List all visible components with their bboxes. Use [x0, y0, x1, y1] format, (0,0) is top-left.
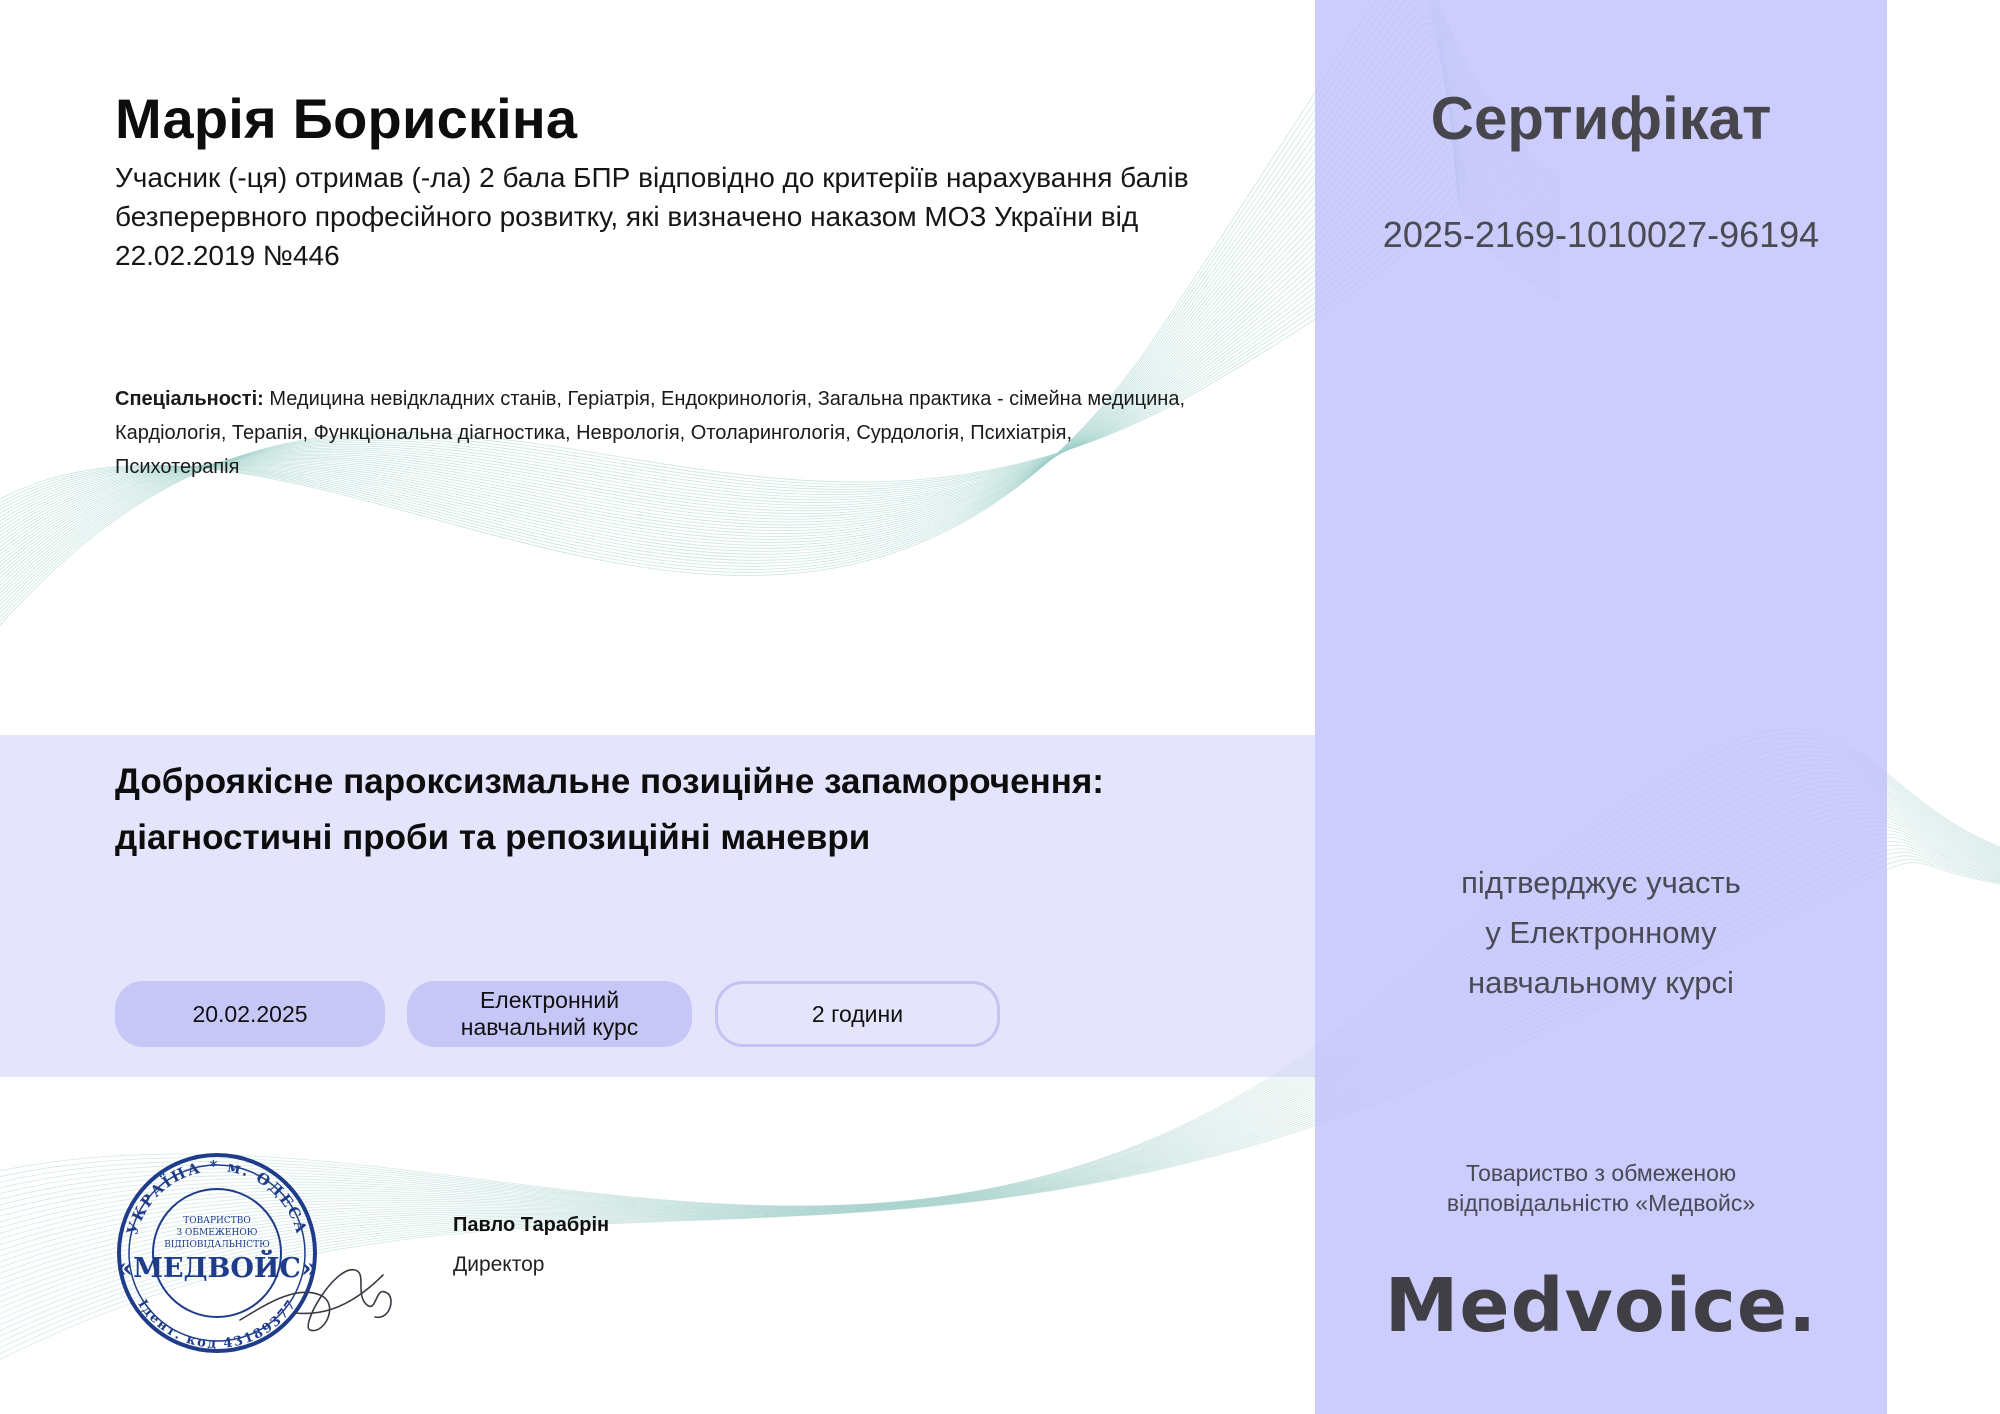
seal-inner-line1: ТОВАРИСТВО	[183, 1216, 251, 1226]
seal-outer-text: УКРАЇНА * м. ОДЕСА	[123, 1156, 311, 1238]
seal-inner-line3: ВІДПОВІДАЛЬНІСТЮ	[164, 1240, 270, 1250]
confirmation-line2: у Електронному	[1485, 915, 1717, 950]
certificate-title: Сертифікат	[1430, 85, 1772, 152]
seal-company-name: «МЕДВОЙС»	[116, 1253, 318, 1284]
confirmation-line1: підтверджує участь	[1461, 865, 1741, 900]
company-legal-name	[1315, 1158, 1887, 1218]
course-title: Доброякісне пароксизмальне позиційне запаморочення: діагностичні проби та репозиційні маневри	[115, 762, 1104, 857]
signer-role: Директор	[453, 1253, 545, 1276]
course-type	[461, 987, 639, 1041]
seal-inner-line2: З ОБМЕЖЕНОЮ	[176, 1228, 258, 1238]
course-type-line2: навчальний курс	[460, 1014, 639, 1040]
course-date-badge	[115, 981, 385, 1047]
participant-intro: Учасник (-ця) отримав (-ла) 2 бала БПР відповідно до критеріїв нарахування балів безперервного професійного розвитку, які визначено наказом МОЗ України від 22.02.2019 №446	[115, 162, 1189, 271]
specialties-text: Медицина невідкладних станів, Геріатрія, Ендокринологія, Загальна практика - сімейна медицина, Кардіологія, Терапія, Функціональна діагностика, Неврологія, Отоларингологія, Сурдологія, Психіатрія, Психотерапія	[115, 388, 1186, 478]
certificate-number: 2025-2169-1010027-96194	[1382, 214, 1820, 255]
course-type-line1: Електронний	[479, 987, 620, 1013]
confirmation-text	[1315, 858, 1887, 1008]
medvoice-logo: Medvoice.	[1384, 1263, 1818, 1349]
course-hours: 2 години	[811, 1000, 904, 1027]
confirmation-line3: навчальному курсі	[1468, 965, 1734, 1000]
signer-name: Павло Тарабрін	[453, 1214, 610, 1236]
specialties-block	[115, 382, 1195, 484]
svg-text:Ідент. код 43189377	[134, 1297, 299, 1352]
company-line2: відповідальністю «Медвойс»	[1446, 1190, 1756, 1216]
course-type-badge	[407, 981, 692, 1047]
company-seal	[105, 1145, 395, 1360]
participant-name: Марія Борискіна	[115, 87, 578, 150]
course-hours-badge	[715, 981, 1000, 1047]
course-date: 20.02.2025	[192, 1000, 308, 1027]
company-line1: Товариство з обмеженою	[1465, 1160, 1737, 1186]
seal-code-text: Ідент. код 43189377	[134, 1297, 300, 1352]
specialties-label: Спеціальності:	[115, 388, 264, 410]
